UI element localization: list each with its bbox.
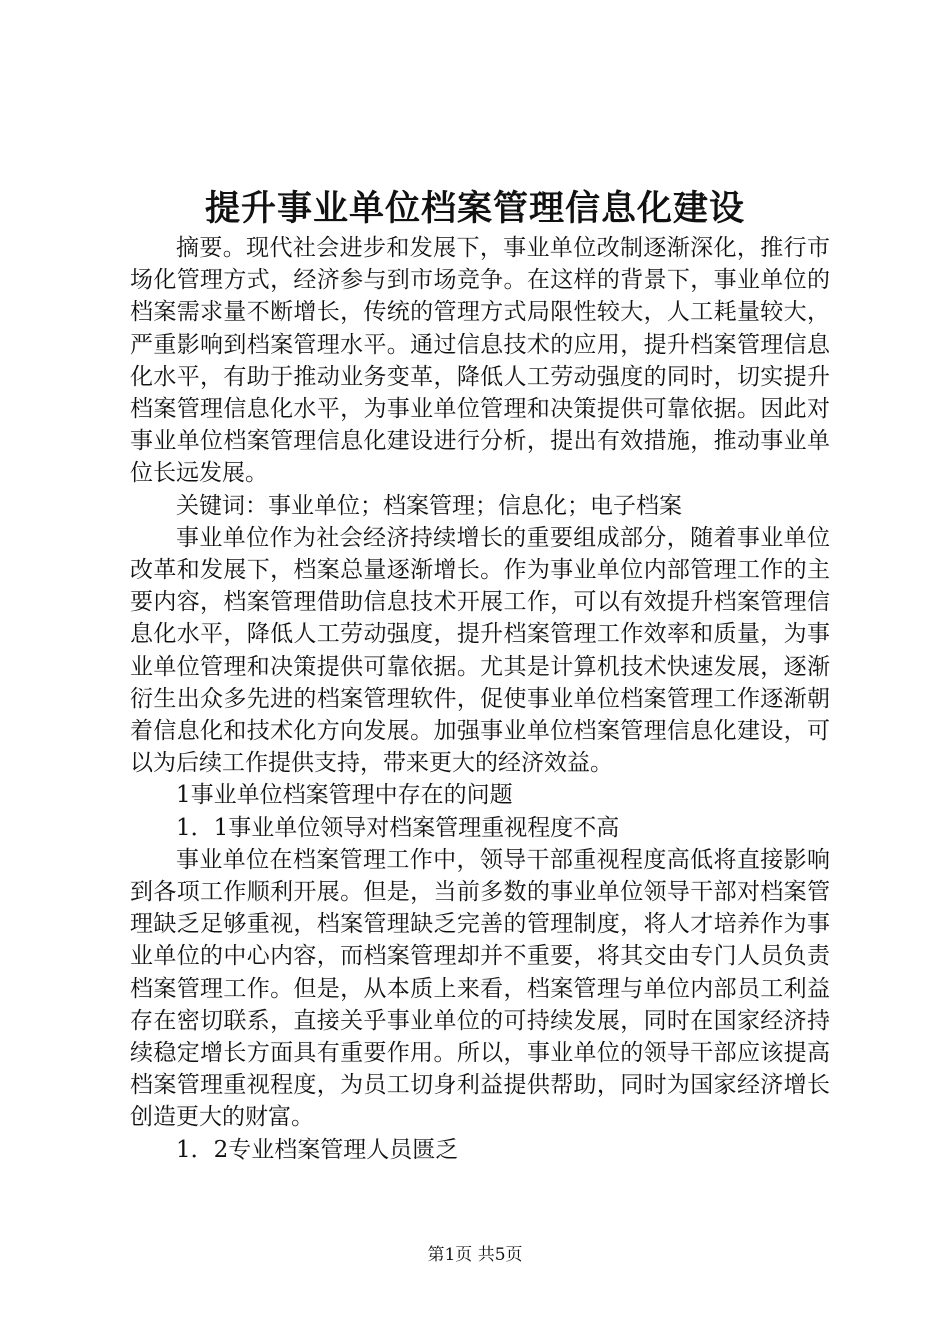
- subsection-heading-1-2: 1．2专业档案管理人员匮乏: [176, 1136, 459, 1163]
- page-footer: 第1页 共5页: [427, 1245, 523, 1265]
- section-heading-1: 1事业单位档案管理中存在的问题: [176, 782, 513, 809]
- subsection-heading-1-1: 1．1事业单位领导对档案管理重视程度不高: [176, 814, 620, 841]
- keywords-paragraph: 关键词：事业单位；档案管理；信息化；电子档案: [176, 492, 682, 519]
- section-1-1-paragraph: 事业单位在档案管理工作中，领导干部重视程度高低将直接影响到各项工作顺利开展。但是，当前多数的事业单位领导干部对档案管理缺乏足够重视，档案管理缺乏完善的管理制度，将人才培养作为事业单位的中心内容，而档案管理却并不重要，将其交由专门人员负责档案管理工作。但是，从本质上来看，档案管理与单位内部员工利益存在密切联系，直接关乎事业单位的可持续发展，同时在国家经济持续稳定增长方面具有重要作用。所以，事业单位的领导干部应该提高档案管理重视程度，为员工切身利益提供帮助，同时为国家经济增长创造更大的财富。: [130, 846, 830, 1131]
- document-body: [130, 232, 830, 1166]
- abstract-paragraph: 摘要。现代社会进步和发展下，事业单位改制逐渐深化，推行市场化管理方式，经济参与到市场竞争。在这样的背景下，事业单位的档案需求量不断增长，传统的管理方式局限性较大，人工耗量较大，严重影响到档案管理水平。通过信息技术的应用，提升档案管理信息化水平，有助于推动业务变革，降低人工劳动强度的同时，切实提升档案管理信息化水平，为事业单位管理和决策提供可靠依据。因此对事业单位档案管理信息化建设进行分析，提出有效措施，推动事业单位长远发展。: [130, 235, 830, 487]
- intro-paragraph: 事业单位作为社会经济持续增长的重要组成部分，随着事业单位改革和发展下，档案总量逐渐增长。作为事业单位内部管理工作的主要内容，档案管理借助信息技术开展工作，可以有效提升档案管理信息化水平，降低人工劳动强度，提升档案管理工作效率和质量，为事业单位管理和决策提供可靠依据。尤其是计算机技术快速发展，逐渐衍生出众多先进的档案管理软件，促使事业单位档案管理工作逐渐朝着信息化和技术化方向发展。加强事业单位档案管理信息化建设，可以为后续工作提供支持，带来更大的经济效益。: [130, 524, 830, 777]
- document-title: 提升事业单位档案管理信息化建设: [204, 188, 745, 229]
